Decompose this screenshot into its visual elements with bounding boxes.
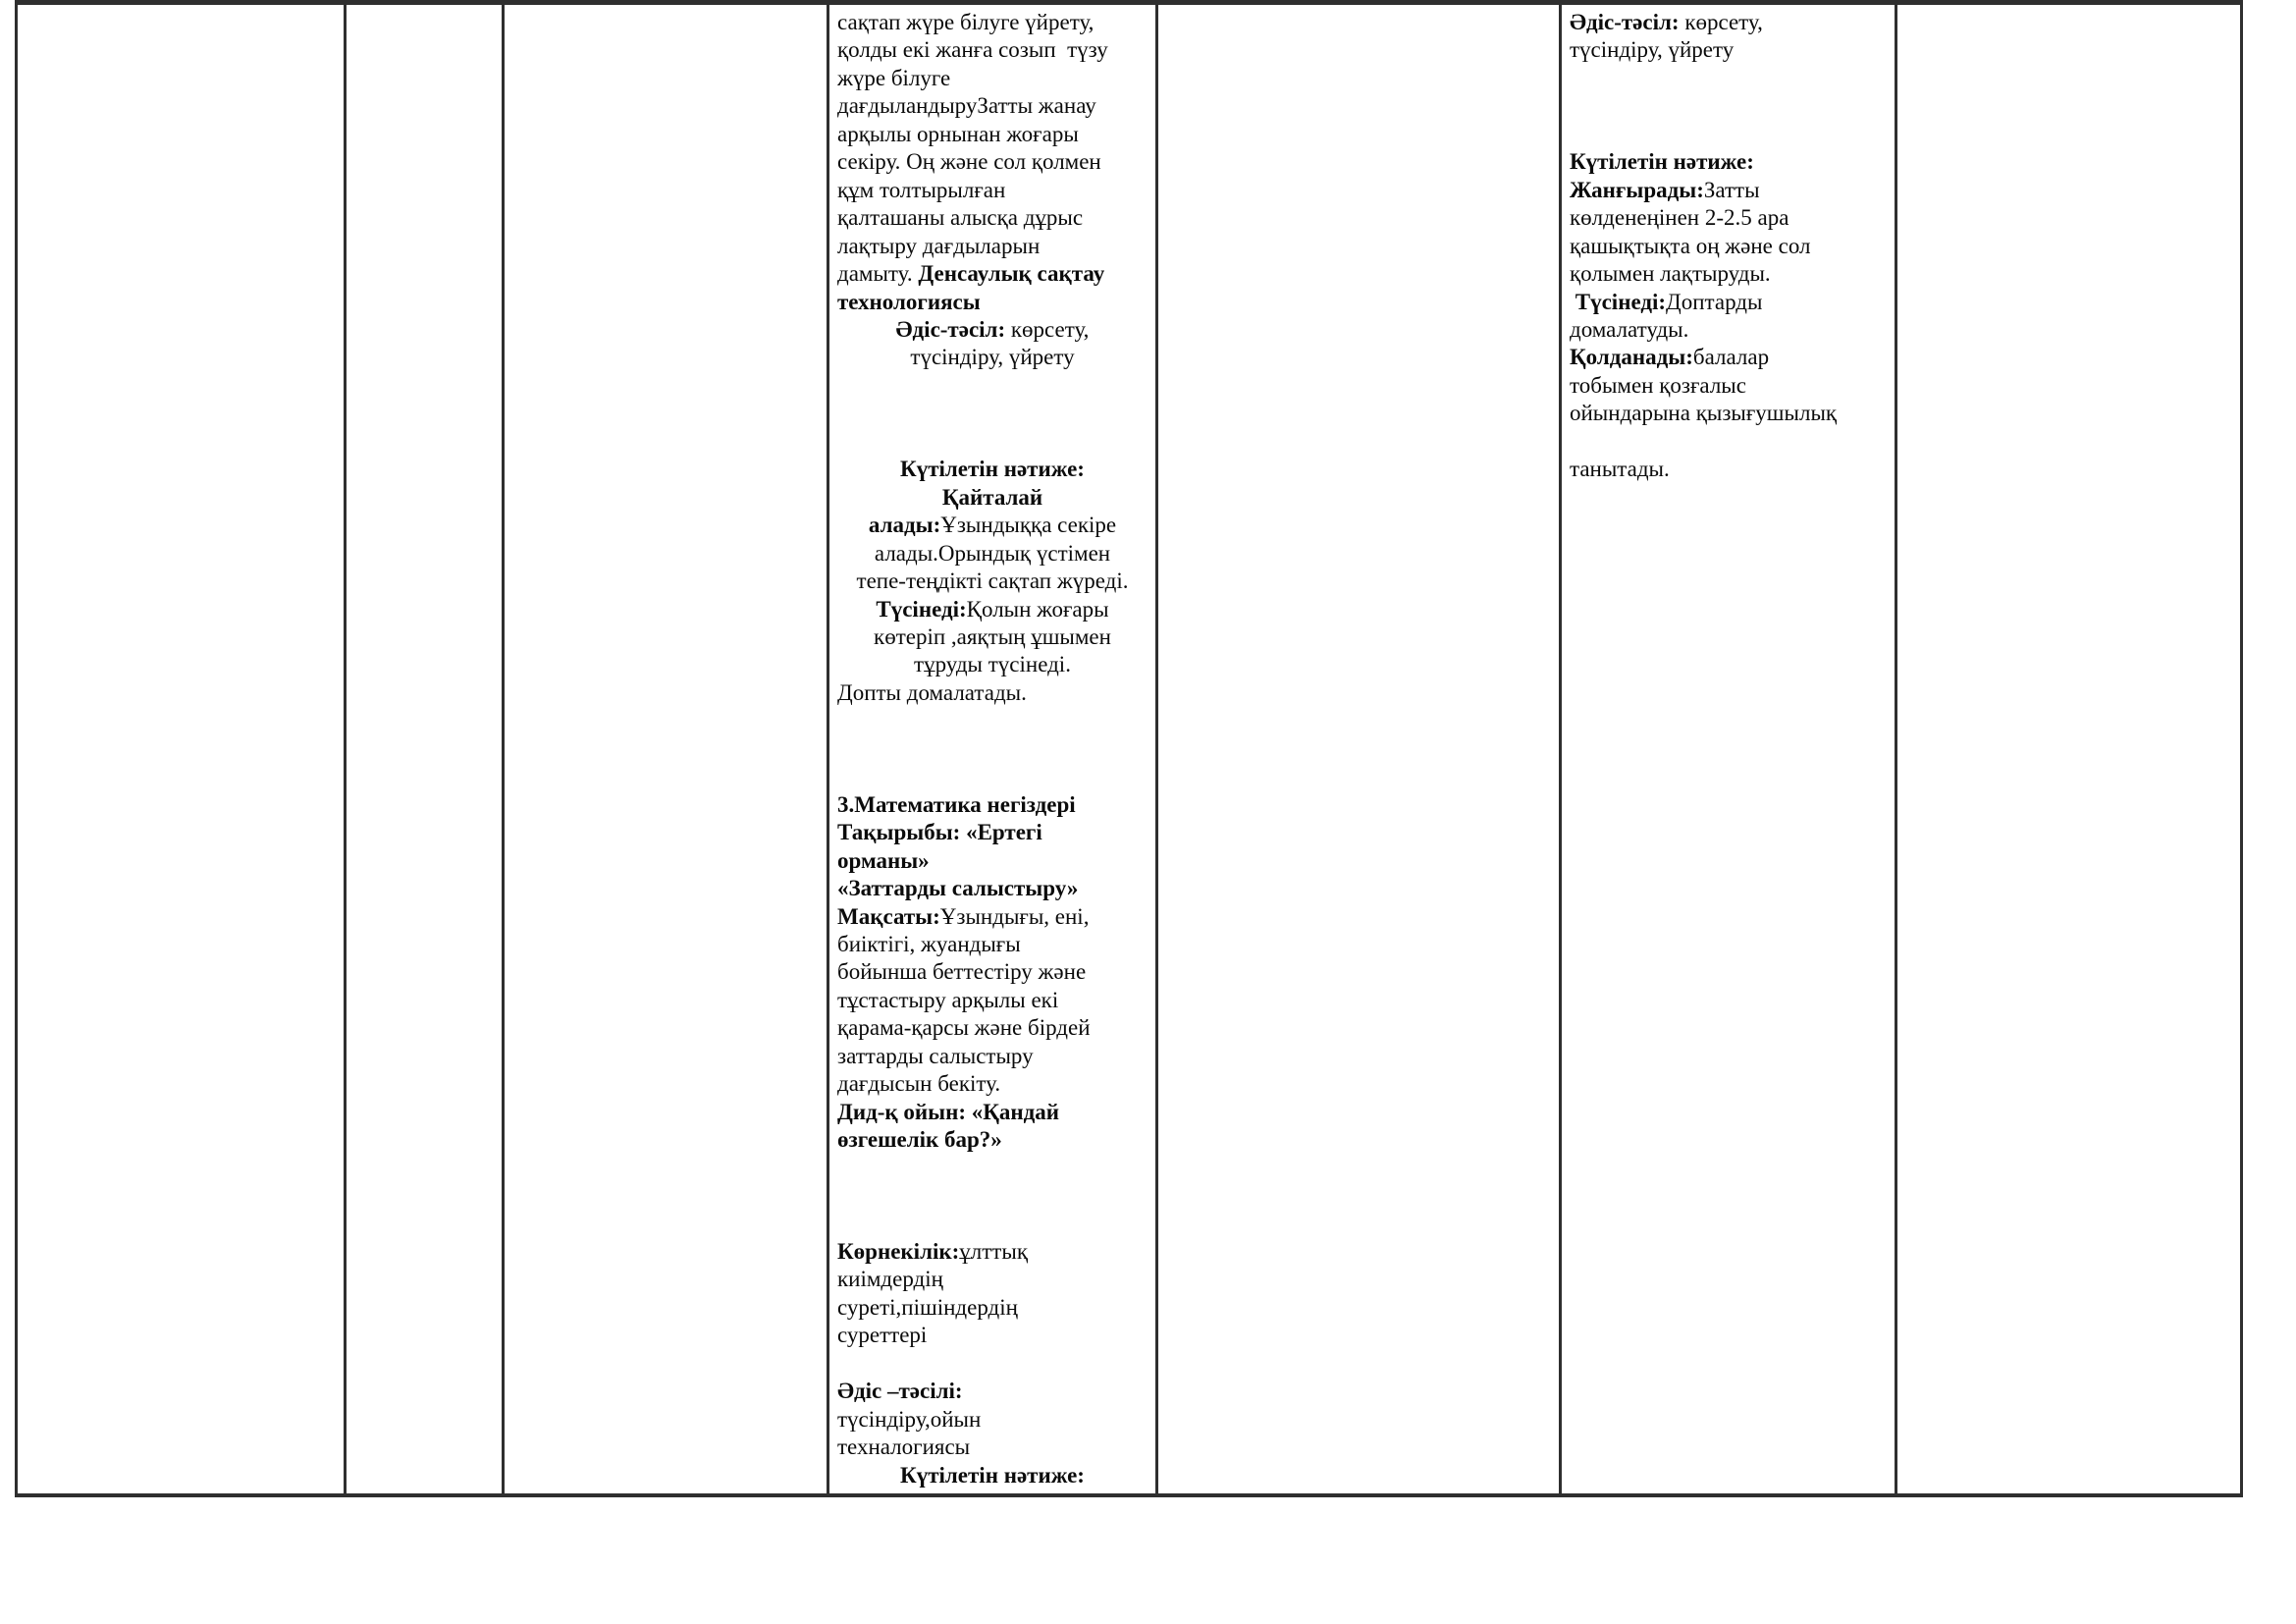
text-run: Қолын жоғары bbox=[966, 596, 1109, 622]
text-run: көлденеңінен 2-2.5 ара bbox=[1570, 205, 1789, 231]
text-line bbox=[837, 1434, 1148, 1461]
text-run: түсіндіру, үйрету bbox=[1570, 37, 1735, 63]
text-run: домалатуды. bbox=[1570, 316, 1689, 342]
blank-line bbox=[1570, 121, 1887, 148]
blank-line bbox=[837, 1182, 1148, 1210]
text-run: техналогиясы bbox=[837, 1435, 971, 1460]
text-line bbox=[837, 316, 1148, 344]
text-line bbox=[837, 456, 1148, 483]
table-column-3 bbox=[505, 5, 829, 1493]
text-line bbox=[837, 1378, 1148, 1405]
text-line bbox=[837, 540, 1148, 568]
text-run: дағдыландыруЗатты жанау bbox=[837, 93, 1096, 119]
text-line bbox=[1570, 344, 1887, 371]
text-run: ұлттық bbox=[959, 1238, 1028, 1264]
bold-text-run: Түсінеді: bbox=[876, 596, 967, 622]
text-run: қарама-қарсы және бірдей bbox=[837, 1015, 1091, 1041]
text-line bbox=[837, 847, 1148, 875]
bold-text-run: Қайталай bbox=[941, 484, 1043, 510]
text-line bbox=[837, 121, 1148, 148]
lesson-plan-table bbox=[15, 0, 2243, 1497]
text-run: киімдердің bbox=[837, 1267, 943, 1292]
text-line bbox=[837, 260, 1148, 288]
bold-text-run: өзгешелік бар?» bbox=[837, 1127, 1002, 1153]
text-line bbox=[837, 512, 1148, 539]
text-line bbox=[837, 9, 1148, 36]
table-column-6 bbox=[1562, 5, 1897, 1493]
blank-line bbox=[837, 400, 1148, 427]
text-run: түсіндіру,ойын bbox=[837, 1406, 982, 1432]
text-run: дамыту. bbox=[837, 261, 919, 287]
table-column-5 bbox=[1158, 5, 1562, 1493]
blank-line bbox=[1570, 428, 1887, 456]
bold-text-run: Тақырыбы: «Ертегі bbox=[837, 820, 1042, 845]
text-line bbox=[837, 791, 1148, 819]
text-line bbox=[1570, 148, 1887, 176]
text-line bbox=[837, 819, 1148, 846]
bold-text-run: Қолданады: bbox=[1570, 345, 1693, 370]
text-line bbox=[837, 177, 1148, 204]
table-column-4 bbox=[829, 5, 1158, 1493]
text-line bbox=[837, 568, 1148, 595]
text-line bbox=[1570, 400, 1887, 427]
text-line bbox=[837, 596, 1148, 623]
text-run: Ұзындыққа секіре bbox=[940, 513, 1117, 538]
text-line bbox=[837, 1099, 1148, 1126]
text-line bbox=[837, 233, 1148, 260]
bold-text-run: Күтілетін нәтиже: bbox=[900, 457, 1085, 482]
text-run: түсіндіру, үйрету bbox=[910, 345, 1075, 370]
text-line bbox=[1570, 233, 1887, 260]
text-line bbox=[1570, 204, 1887, 232]
text-run: Доптарды bbox=[1666, 289, 1763, 314]
text-line bbox=[837, 1266, 1148, 1293]
text-run: көтеріп ,аяқтың ұшымен bbox=[874, 623, 1111, 649]
bold-text-run: Түсінеді: bbox=[1575, 289, 1667, 314]
text-line bbox=[837, 1070, 1148, 1098]
text-run: суреті,пішіндердің bbox=[837, 1294, 1018, 1320]
blank-line bbox=[837, 1155, 1148, 1182]
bold-text-run: Әдіс-тәсіл: bbox=[1570, 10, 1680, 34]
blank-line bbox=[1570, 92, 1887, 120]
bold-text-run: Әдіс –тәсілі: bbox=[837, 1379, 963, 1404]
text-run: қолымен лақтыруды. bbox=[1570, 261, 1771, 287]
text-line bbox=[837, 1294, 1148, 1322]
text-run: танытады. bbox=[1570, 457, 1670, 482]
text-line bbox=[837, 204, 1148, 232]
bold-text-run: алады: bbox=[868, 513, 941, 538]
text-line bbox=[837, 148, 1148, 176]
text-run: балалар bbox=[1692, 345, 1770, 370]
text-run: қалташаны алысқа дұрыс bbox=[837, 205, 1084, 231]
text-run: сақтап жүре білуге үйрету, bbox=[837, 10, 1095, 34]
table-column-7 bbox=[1897, 5, 2240, 1493]
text-line bbox=[837, 679, 1148, 707]
text-run: дағдысын бекіту. bbox=[837, 1071, 1001, 1097]
text-run: құм толтырылған bbox=[837, 177, 1006, 202]
text-line bbox=[1570, 456, 1887, 483]
text-line bbox=[837, 36, 1148, 64]
text-line bbox=[837, 1126, 1148, 1154]
blank-line bbox=[837, 372, 1148, 400]
text-run: ойындарына қызығушылық bbox=[1570, 401, 1838, 426]
bold-text-run: Мақсаты: bbox=[837, 903, 940, 929]
text-line bbox=[1570, 9, 1887, 36]
bold-text-run: «Заттарды салыстыру» bbox=[837, 876, 1079, 901]
text-run: Затты bbox=[1703, 177, 1760, 202]
text-run: жүре білуге bbox=[837, 65, 951, 90]
blank-line bbox=[837, 428, 1148, 456]
text-line bbox=[837, 623, 1148, 651]
blank-line bbox=[837, 707, 1148, 734]
text-run: лақтыру дағдыларын bbox=[837, 233, 1041, 258]
text-line bbox=[837, 1406, 1148, 1434]
blank-line bbox=[1570, 65, 1887, 92]
text-line bbox=[837, 484, 1148, 512]
text-line bbox=[837, 1014, 1148, 1042]
text-run: секіру. Оң және сол қолмен bbox=[837, 149, 1101, 175]
text-run: көрсету, bbox=[1005, 316, 1090, 342]
text-line bbox=[837, 92, 1148, 120]
table-column-2 bbox=[347, 5, 505, 1493]
text-run: Ұзындығы, ені, bbox=[939, 903, 1090, 929]
bold-text-run: Көрнекілік: bbox=[837, 1238, 960, 1264]
blank-line bbox=[837, 1210, 1148, 1237]
table-column-1 bbox=[18, 5, 347, 1493]
bold-text-run: орманы» bbox=[837, 847, 930, 873]
text-line bbox=[837, 1462, 1148, 1489]
text-line bbox=[837, 65, 1148, 92]
text-line bbox=[837, 875, 1148, 902]
text-run: тобымен қозғалыс bbox=[1570, 372, 1746, 398]
text-run: биіктігі, жуандығы bbox=[837, 931, 1021, 956]
text-run: заттарды салыстыру bbox=[837, 1043, 1034, 1068]
text-line bbox=[837, 344, 1148, 371]
text-line bbox=[1570, 260, 1887, 288]
text-run: арқылы орнынан жоғары bbox=[837, 121, 1079, 146]
text-run: суреттері bbox=[837, 1323, 928, 1348]
text-line bbox=[1570, 372, 1887, 400]
text-line bbox=[837, 931, 1148, 958]
text-line bbox=[837, 1238, 1148, 1266]
bold-text-run: Күтілетін нәтиже: bbox=[900, 1462, 1085, 1488]
text-line bbox=[1570, 177, 1887, 204]
blank-line bbox=[837, 1350, 1148, 1378]
text-line bbox=[837, 651, 1148, 678]
text-run: көрсету, bbox=[1679, 10, 1763, 34]
text-line bbox=[837, 1043, 1148, 1070]
text-line bbox=[1570, 316, 1887, 344]
blank-line bbox=[837, 763, 1148, 790]
text-line bbox=[837, 987, 1148, 1014]
bold-text-run: Денсаулық сақтау bbox=[918, 261, 1105, 287]
text-line bbox=[837, 289, 1148, 316]
text-run: Допты домалатады. bbox=[837, 679, 1027, 705]
text-line bbox=[837, 1322, 1148, 1349]
text-run: тұруды түсінеді. bbox=[914, 652, 1071, 677]
text-line bbox=[1570, 36, 1887, 64]
bold-text-run: Дид-қ ойын: «Қандай bbox=[837, 1099, 1060, 1124]
text-run: бойынша беттестіру және bbox=[837, 959, 1087, 985]
text-run: қашықтықта оң және сол bbox=[1570, 233, 1811, 258]
text-run: қолды екі жанға созып түзу bbox=[837, 37, 1108, 63]
bold-text-run: технологиясы bbox=[837, 289, 981, 314]
text-run: алады.Орындық үстімен bbox=[874, 540, 1111, 566]
text-line bbox=[837, 958, 1148, 986]
bold-text-run: Күтілетін нәтиже: bbox=[1570, 149, 1754, 175]
text-run: тұстастыру арқылы екі bbox=[837, 987, 1059, 1012]
blank-line bbox=[837, 735, 1148, 763]
bold-text-run: Әдіс-тәсіл: bbox=[895, 316, 1006, 342]
text-line bbox=[1570, 289, 1887, 316]
text-line bbox=[837, 903, 1148, 931]
text-run: тепе-теңдікті сақтап жүреді. bbox=[856, 568, 1129, 594]
bold-text-run: Жанғырады: bbox=[1570, 177, 1704, 202]
bold-text-run: 3.Математика негіздері bbox=[837, 791, 1076, 817]
